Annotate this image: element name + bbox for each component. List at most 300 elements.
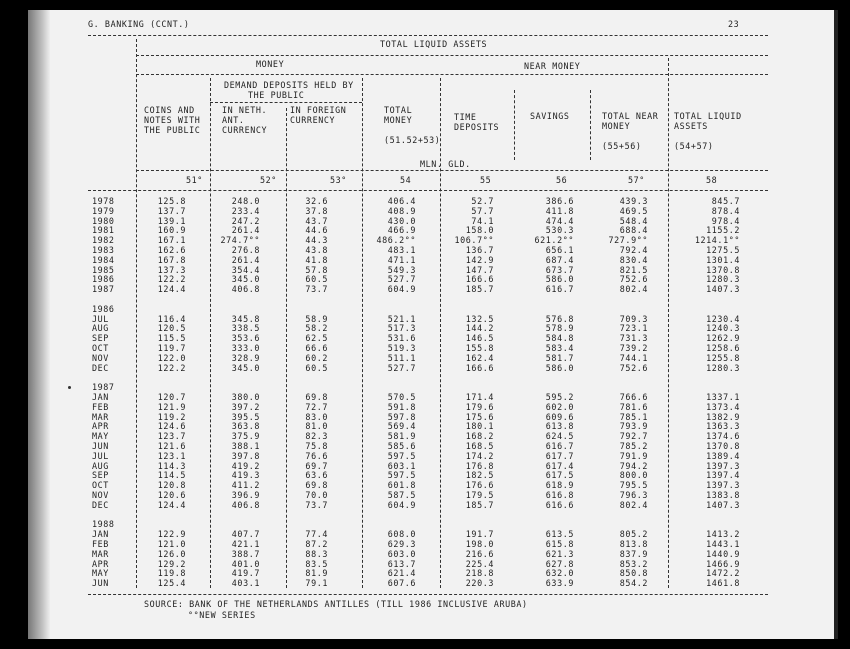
table-cell: 1301.4 [706, 254, 740, 265]
table-cell: 583.4 [545, 343, 574, 353]
column-number: 52° [260, 175, 277, 185]
table-cell: 69.8 [305, 392, 328, 402]
rule-under-groups [136, 74, 768, 75]
table-cell: 853.2 [619, 558, 648, 569]
table-cell: 608.0 [387, 529, 416, 540]
table-cell: 795.5 [619, 480, 648, 491]
table-cell: 585.6 [387, 441, 416, 451]
table-cell: 124.4 [157, 499, 186, 510]
table-cell: 333.0 [231, 343, 260, 353]
table-cell: 616.6 [545, 499, 574, 510]
table-cell: 615.8 [545, 539, 574, 549]
table-cell: 136.7 [465, 245, 494, 255]
unit-label: MLN. GLD. [420, 159, 471, 169]
table-cell: 218.8 [465, 568, 494, 579]
table-cell: 521.1 [387, 313, 416, 324]
table-cell: 791.9 [619, 450, 648, 461]
table-cell: 527.7 [387, 362, 416, 373]
table-cell: 274.7°° [220, 235, 260, 246]
table-cell: 1363.3 [706, 421, 740, 432]
table-cell: 1280.3 [706, 274, 740, 285]
table-cell: 1407.3 [706, 284, 740, 295]
table-cell: 421.1 [231, 539, 260, 549]
table-cell: 621.3 [545, 548, 574, 559]
table-cell: 137.3 [157, 264, 186, 275]
row-label: NOV [92, 490, 109, 500]
table-cell: 261.4 [231, 254, 260, 265]
row-label: 1980 [92, 215, 115, 226]
table-cell: 125.8 [157, 196, 186, 206]
row-label: SEP [92, 470, 109, 481]
row-label: AUG [92, 460, 109, 471]
column-number: 55 [480, 175, 492, 185]
row-label: OCT [92, 480, 109, 491]
table-cell: 709.3 [619, 313, 648, 324]
table-cell: 744.1 [619, 352, 648, 363]
table-cell: 182.5 [465, 470, 494, 481]
table-cell: 160.9 [157, 225, 186, 236]
table-cell: 978.4 [711, 215, 740, 226]
table-cell: 430.0 [387, 215, 416, 226]
row-label: JAN [92, 529, 109, 540]
table-cell: 129.2 [157, 558, 186, 569]
table-cell: 60.5 [305, 274, 328, 285]
table-cell: 75.8 [305, 441, 328, 451]
table-cell: 439.3 [619, 196, 648, 206]
row-label: NOV [92, 352, 109, 363]
row-label: MAR [92, 411, 109, 422]
row-label: 1982 [92, 235, 115, 246]
column-header-foreign-line2: CURRENCY [290, 115, 336, 125]
table-cell: 471.1 [387, 254, 416, 265]
table-cell: 119.8 [157, 568, 186, 579]
table-cell: 531.6 [387, 333, 416, 344]
table-cell: 602.0 [545, 401, 574, 412]
table-cell: 792.7 [619, 431, 648, 442]
column-header-total-money-line4: (51.52+53) [384, 135, 441, 145]
table-cell: 617.7 [545, 450, 574, 461]
row-label: 1985 [92, 264, 115, 275]
row-label: 1981 [92, 225, 115, 236]
table-cell: 469.5 [619, 205, 648, 216]
table-cell: 793.9 [619, 421, 648, 432]
rule-under-title [136, 55, 768, 56]
column-header-near-line4: (55+56) [602, 141, 642, 151]
column-header-coins-line3: THE PUBLIC [144, 125, 201, 135]
table-cell: 406.4 [387, 196, 416, 206]
table-cell: 122.0 [157, 352, 186, 363]
table-cell: 466.9 [387, 225, 416, 236]
row-label: JAN [92, 392, 109, 402]
page-edge [834, 10, 838, 639]
table-cell: 147.7 [465, 264, 494, 275]
row-label: 1986 [92, 303, 115, 314]
table-cell: 1258.6 [706, 343, 740, 353]
table-cell: 739.2 [619, 343, 648, 353]
table-cell: 125.4 [157, 578, 186, 589]
table-cell: 486.2°° [376, 235, 416, 246]
table-cell: 122.2 [157, 274, 186, 285]
column-separator [668, 58, 669, 588]
table-cell: 1397.4 [706, 470, 740, 481]
row-label: JUL [92, 313, 109, 324]
table-cell: 114.3 [157, 460, 186, 471]
column-header-time-line2: DEPOSITS [454, 122, 500, 132]
column-header-liquid-line4: (54+57) [674, 141, 714, 151]
row-label: MAR [92, 548, 109, 559]
column-header-total-money-line2: MONEY [384, 115, 413, 125]
table-cell: 587.5 [387, 490, 416, 500]
table-cell: 82.3 [305, 431, 328, 442]
row-label: APR [92, 421, 109, 432]
table-cell: 527.7 [387, 274, 416, 285]
table-cell: 180.1 [465, 421, 494, 432]
table-cell: 120.5 [157, 323, 186, 334]
table-cell: 162.6 [157, 245, 186, 255]
table-cell: 1240.3 [706, 323, 740, 334]
table-cell: 87.2 [305, 539, 328, 549]
section-header: G. BANKING (CCNT.) [88, 19, 190, 29]
table-cell: 162.4 [465, 352, 494, 363]
table-cell: 785.1 [619, 411, 648, 422]
table-cell: 69.8 [305, 480, 328, 491]
table-cell: 837.9 [619, 548, 648, 559]
table-cell: 1255.8 [706, 352, 740, 363]
table-cell: 69.7 [305, 460, 328, 471]
table-cell: 37.8 [305, 205, 328, 216]
table-cell: 116.4 [157, 313, 186, 324]
table-cell: 72.7 [305, 401, 328, 412]
table-cell: 176.6 [465, 480, 494, 491]
table-cell: 106.7°° [454, 235, 494, 246]
table-cell: 120.8 [157, 480, 186, 491]
table-cell: 656.1 [545, 245, 574, 255]
table-cell: 604.9 [387, 284, 416, 295]
column-number: 56 [556, 175, 568, 185]
row-label: DEC [92, 362, 109, 373]
table-cell: 805.2 [619, 529, 648, 540]
table-cell: 76.6 [305, 450, 328, 461]
table-cell: 121.9 [157, 401, 186, 412]
table-cell: 166.6 [465, 274, 494, 285]
table-cell: 73.7 [305, 284, 328, 295]
row-label: MAY [92, 431, 109, 442]
table-cell: 139.1 [157, 215, 186, 226]
row-label: 1987 [92, 284, 115, 295]
column-header-coins-line1: COINS AND [144, 105, 195, 115]
column-header-neth-line2: ANT. [222, 115, 245, 125]
table-cell: 81.0 [305, 421, 328, 432]
table-cell: 794.2 [619, 460, 648, 471]
table-cell: 629.3 [387, 539, 416, 549]
table-cell: 621.4 [387, 568, 416, 579]
table-cell: 1461.8 [706, 578, 740, 589]
table-cell: 1337.1 [706, 392, 740, 402]
table-cell: 83.5 [305, 558, 328, 569]
table-cell: 1275.5 [706, 245, 740, 255]
table-cell: 796.3 [619, 490, 648, 500]
table-cell: 850.8 [619, 568, 648, 579]
table-cell: 168.5 [465, 441, 494, 451]
table-cell: 752.6 [619, 274, 648, 285]
row-label: SEP [92, 333, 109, 344]
table-cell: 613.7 [387, 558, 416, 569]
table-cell: 144.2 [465, 323, 494, 334]
table-cell: 397.8 [231, 450, 260, 461]
table-cell: 345.0 [231, 362, 260, 373]
row-label: 1988 [92, 519, 115, 530]
table-cell: 613.8 [545, 421, 574, 432]
table-cell: 752.6 [619, 362, 648, 373]
table-cell: 171.4 [465, 392, 494, 402]
table-cell: 120.6 [157, 490, 186, 500]
table-cell: 175.6 [465, 411, 494, 422]
table-cell: 483.1 [387, 245, 416, 255]
table-cell: 121.6 [157, 441, 186, 451]
row-label: 1979 [92, 205, 115, 216]
table-cell: 1374.6 [706, 431, 740, 442]
table-cell: 617.4 [545, 460, 574, 471]
table-cell: 408.9 [387, 205, 416, 216]
table-cell: 176.8 [465, 460, 494, 471]
table-cell: 621.2°° [534, 235, 574, 246]
table-cell: 338.5 [231, 323, 260, 334]
column-header-time-line1: TIME [454, 112, 477, 122]
table-cell: 123.7 [157, 431, 186, 442]
table-cell: 603.1 [387, 460, 416, 471]
column-number: 53° [330, 175, 347, 185]
table-cell: 261.4 [231, 225, 260, 236]
table-cell: 802.4 [619, 499, 648, 510]
table-cell: 122.9 [157, 529, 186, 540]
table-cell: 603.0 [387, 548, 416, 559]
table-cell: 1440.9 [706, 548, 740, 559]
table-cell: 1397.3 [706, 460, 740, 471]
table-cell: 155.8 [465, 343, 494, 353]
group-near-money: NEAR MONEY [524, 61, 581, 71]
table-cell: 83.0 [305, 411, 328, 422]
table-cell: 124.4 [157, 284, 186, 295]
row-label: 1978 [92, 196, 115, 206]
table-cell: 119.7 [157, 343, 186, 353]
column-number: 58 [706, 175, 718, 185]
table-cell: 191.7 [465, 529, 494, 540]
table-cell: 633.9 [545, 578, 574, 589]
row-label: 1987 [92, 382, 115, 393]
row-label: FEB [92, 401, 109, 412]
table-cell: 586.0 [545, 362, 574, 373]
table-cell: 185.7 [465, 499, 494, 510]
table-cell: 174.2 [465, 450, 494, 461]
table-cell: 517.3 [387, 323, 416, 334]
column-header-liquid-line2: ASSETS [674, 121, 708, 131]
table-cell: 878.4 [711, 205, 740, 216]
column-number: 57° [628, 175, 645, 185]
column-separator [514, 90, 515, 160]
table-cell: 345.0 [231, 274, 260, 285]
table-cell: 57.7 [471, 205, 494, 216]
table-cell: 77.4 [305, 529, 328, 540]
table-cell: 167.8 [157, 254, 186, 265]
table-cell: 419.3 [231, 470, 260, 481]
table-cell: 830.4 [619, 254, 648, 265]
table-cell: 845.7 [711, 196, 740, 206]
table-cell: 813.8 [619, 539, 648, 549]
table-cell: 1230.4 [706, 313, 740, 324]
page-number: 23 [728, 19, 740, 29]
table-cell: 1262.9 [706, 333, 740, 344]
table-cell: 123.1 [157, 450, 186, 461]
table-cell: 548.4 [619, 215, 648, 226]
table-cell: 581.7 [545, 352, 574, 363]
table-cell: 58.9 [305, 313, 328, 324]
table-cell: 792.4 [619, 245, 648, 255]
table-cell: 570.5 [387, 392, 416, 402]
table-cell: 1280.3 [706, 362, 740, 373]
table-cell: 168.2 [465, 431, 494, 442]
table-cell: 353.6 [231, 333, 260, 344]
rule-top [88, 35, 768, 36]
table-cell: 821.5 [619, 264, 648, 275]
table-cell: 185.7 [465, 284, 494, 295]
table-cell: 1397.3 [706, 480, 740, 491]
table-cell: 401.0 [231, 558, 260, 569]
table-cell: 411.2 [231, 480, 260, 491]
table-cell: 616.7 [545, 284, 574, 295]
table-cell: 1389.4 [706, 450, 740, 461]
table-cell: 1443.1 [706, 539, 740, 549]
table-cell: 225.4 [465, 558, 494, 569]
table-cell: 1466.9 [706, 558, 740, 569]
table-cell: 591.8 [387, 401, 416, 412]
table-cell: 766.6 [619, 392, 648, 402]
column-header-neth-line3: CURRENCY [222, 125, 268, 135]
column-number: 51° [186, 175, 203, 185]
table-cell: 58.2 [305, 323, 328, 334]
row-label: JUN [92, 578, 109, 589]
table-cell: 474.4 [545, 215, 574, 226]
column-header-foreign-line1: IN FOREIGN [290, 105, 347, 115]
column-header-neth-line1: IN NETH. [222, 105, 268, 115]
table-cell: 124.6 [157, 421, 186, 432]
title-total-liquid-assets: TOTAL LIQUID ASSETS [380, 39, 488, 49]
table-cell: 530.3 [545, 225, 574, 236]
table-cell: 88.3 [305, 548, 328, 559]
table-cell: 119.2 [157, 411, 186, 422]
table-cell: 57.8 [305, 264, 328, 275]
table-cell: 411.8 [545, 205, 574, 216]
column-separator [590, 90, 591, 160]
document-page [28, 10, 834, 639]
table-cell: 597.5 [387, 470, 416, 481]
table-cell: 576.8 [545, 313, 574, 324]
demand-deposits-line2: THE PUBLIC [248, 90, 305, 100]
row-label: OCT [92, 343, 109, 353]
table-cell: 179.5 [465, 490, 494, 500]
table-cell: 617.5 [545, 470, 574, 481]
table-cell: 1370.8 [706, 264, 740, 275]
table-cell: 167.1 [157, 235, 186, 246]
table-cell: 1472.2 [706, 568, 740, 579]
table-cell: 146.5 [465, 333, 494, 344]
table-cell: 198.0 [465, 539, 494, 549]
table-cell: 115.5 [157, 333, 186, 344]
table-cell: 549.3 [387, 264, 416, 275]
table-cell: 126.0 [157, 548, 186, 559]
row-label: MAY [92, 568, 109, 579]
table-cell: 581.9 [387, 431, 416, 442]
table-cell: 616.7 [545, 441, 574, 451]
table-cell: 632.0 [545, 568, 574, 579]
table-cell: 419.2 [231, 460, 260, 471]
table-cell: 604.9 [387, 499, 416, 510]
column-header-coins-line2: NOTES WITH [144, 115, 201, 125]
table-cell: 609.6 [545, 411, 574, 422]
table-cell: 380.0 [231, 392, 260, 402]
table-cell: 406.8 [231, 499, 260, 510]
table-cell: 781.6 [619, 401, 648, 412]
table-cell: 166.6 [465, 362, 494, 373]
table-cell: 388.7 [231, 548, 260, 559]
table-cell: 248.0 [231, 196, 260, 206]
table-cell: 137.7 [157, 205, 186, 216]
source-note: SOURCE: BANK OF THE NETHERLANDS ANTILLES (TILL 1986 INCLUSIVE ARUBA) [144, 599, 528, 609]
table-cell: 397.2 [231, 401, 260, 412]
table-cell: 800.0 [619, 470, 648, 481]
table-cell: 595.2 [545, 392, 574, 402]
table-cell: 142.9 [465, 254, 494, 265]
row-label: DEC [92, 499, 109, 510]
table-cell: 618.9 [545, 480, 574, 491]
column-header-near-line1: TOTAL NEAR [602, 111, 659, 121]
table-cell: 1382.9 [706, 411, 740, 422]
table-cell: 419.7 [231, 568, 260, 579]
row-label: JUL [92, 450, 109, 461]
table-cell: 1383.8 [706, 490, 740, 500]
table-cell: 584.8 [545, 333, 574, 344]
table-cell: 43.8 [305, 245, 328, 255]
table-cell: 519.3 [387, 343, 416, 353]
table-cell: 354.4 [231, 264, 260, 275]
table-cell: 673.7 [545, 264, 574, 275]
group-money: MONEY [256, 59, 285, 69]
table-cell: 624.5 [545, 431, 574, 442]
table-cell: 578.9 [545, 323, 574, 334]
table-cell: 1370.8 [706, 441, 740, 451]
table-cell: 727.9°° [608, 235, 648, 246]
table-cell: 41.8 [305, 254, 328, 265]
table-cell: 179.6 [465, 401, 494, 412]
table-cell: 276.8 [231, 245, 260, 255]
table-cell: 233.4 [231, 205, 260, 216]
table-cell: 1373.4 [706, 401, 740, 412]
table-cell: 406.8 [231, 284, 260, 295]
table-cell: 601.8 [387, 480, 416, 491]
table-cell: 44.3 [305, 235, 328, 246]
table-cell: 60.5 [305, 362, 328, 373]
table-cell: 79.1 [305, 578, 328, 589]
table-cell: 688.4 [619, 225, 648, 236]
table-cell: 1155.2 [706, 225, 740, 236]
table-cell: 345.8 [231, 313, 260, 324]
table-cell: 60.2 [305, 352, 328, 363]
column-number: 54 [400, 175, 412, 185]
table-cell: 52.7 [471, 196, 494, 206]
table-cell: 597.5 [387, 450, 416, 461]
table-cell: 597.8 [387, 411, 416, 422]
table-cell: 785.2 [619, 441, 648, 451]
table-cell: 44.6 [305, 225, 328, 236]
